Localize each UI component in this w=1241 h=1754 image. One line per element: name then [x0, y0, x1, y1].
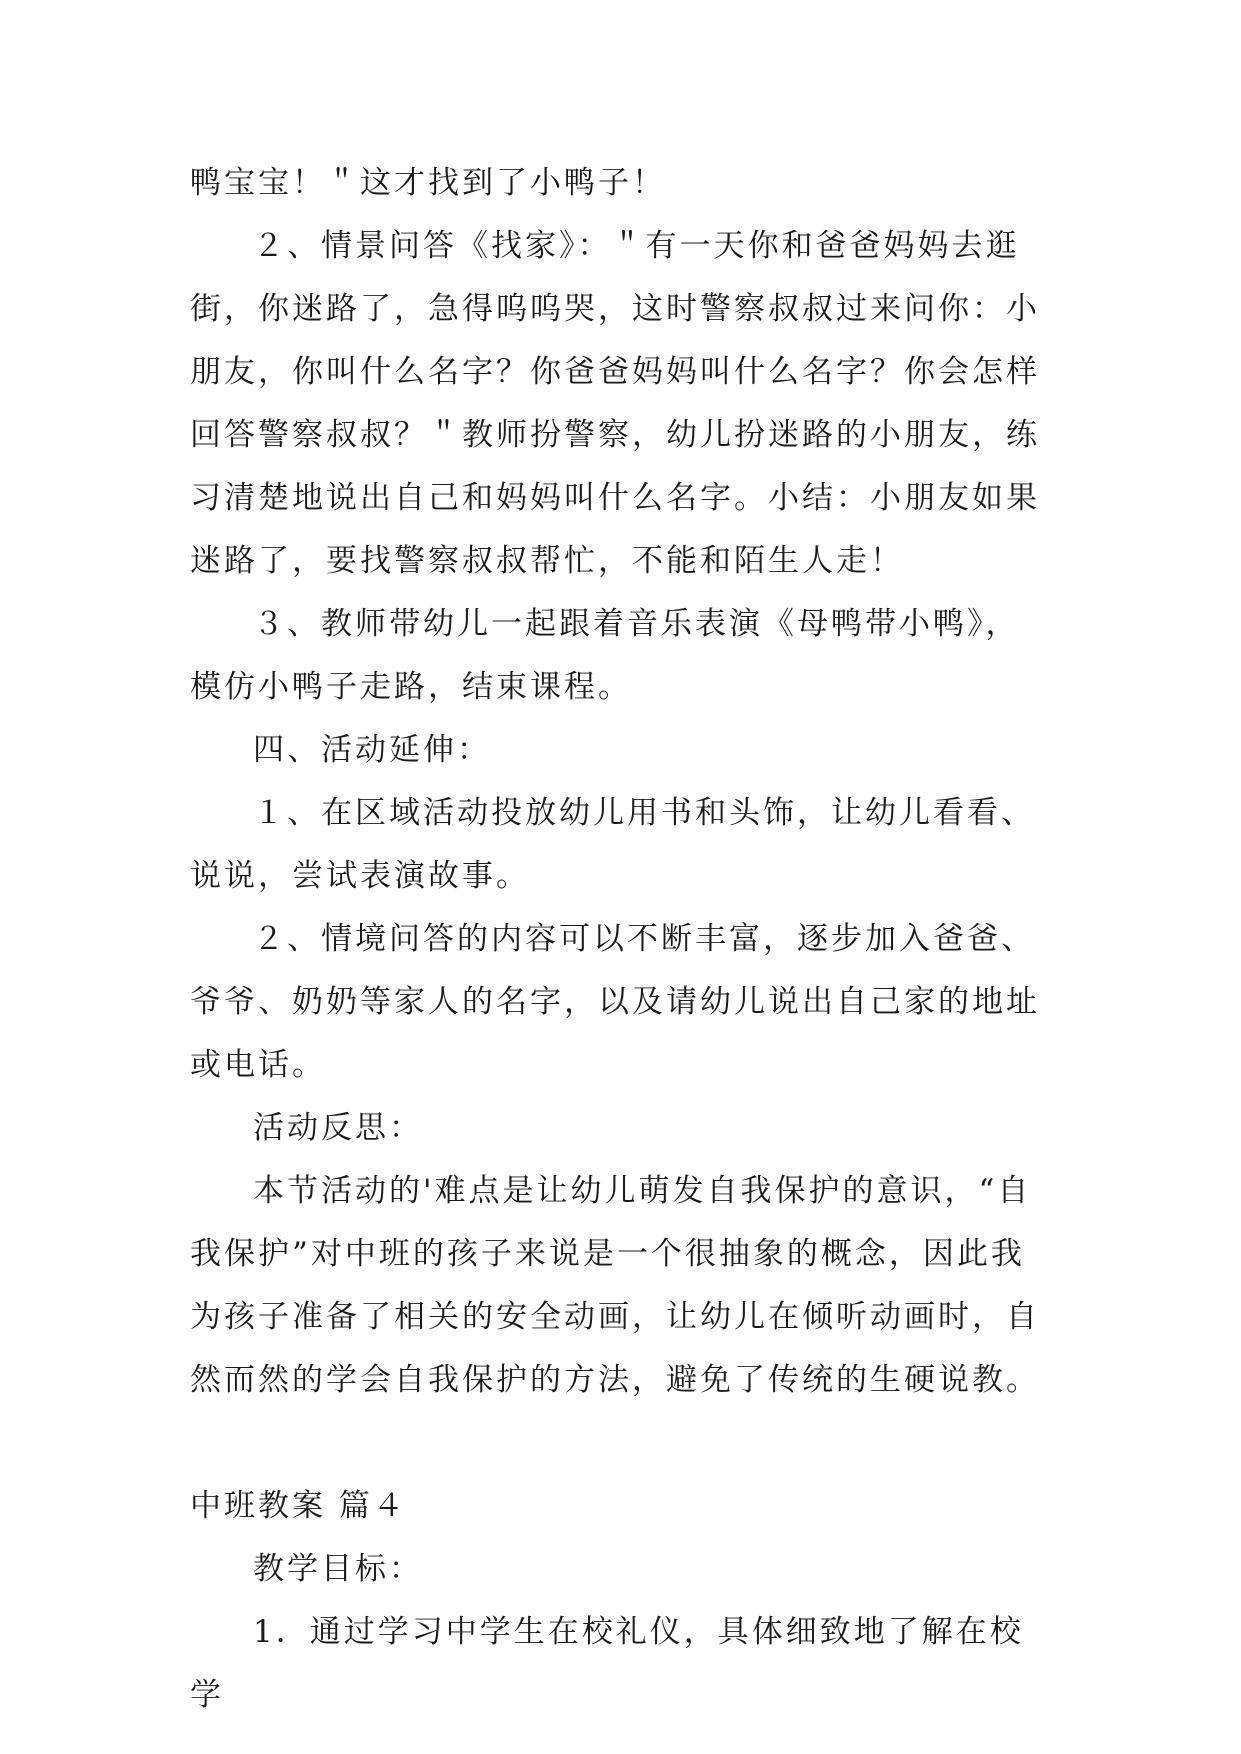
paragraph-10: 1．通过学习中学生在校礼仪，具体细致地了解在校学: [190, 1614, 1024, 1713]
paragraph-9: 教学目标：: [253, 1551, 423, 1587]
document-body: [190, 152, 1050, 1727]
paragraph-8: 本节活动的'难点是让幼儿萌发自我保护的意识，“自我保护”对中班的孩子来说是一个很抽象的概念，因此我为孩子准备了相关的安全动画，让幼儿在倾听动画时，自然而然的学会自我保护的方法，避免了传统的生硬说教。: [190, 1173, 1040, 1398]
paragraph-2: ２、情景问答《找家》：＂有一天你和爸爸妈妈去逛街，你迷路了，急得呜呜哭，这时警察叔叔过来问你：小朋友，你叫什么名字？你爸爸妈妈叫什么名字？你会怎样回答警察叔叔？＂教师扮警察，幼儿扮迷路的小朋友，练习清楚地说出自己和妈妈叫什么名字。小结：小朋友如果迷路了，要找警察叔叔帮忙，不能和陌生人走！: [190, 228, 1040, 579]
paragraph-3: ３、教师带幼儿一起跟着音乐表演《母鸭带小鸭》，模仿小鸭子走路，结束课程。: [190, 606, 1020, 705]
paragraph-5: １、在区域活动投放幼儿用书和头饰，让幼儿看看、说说，尝试表演故事。: [190, 795, 1035, 894]
section-heading: 中班教案 篇４: [190, 1488, 407, 1524]
paragraph-6: ２、情境问答的内容可以不断丰富，逐步加入爸爸、爷爷、奶奶等家人的名字，以及请幼儿说出自己家的地址或电话。: [190, 921, 1040, 1083]
section-spacer: [190, 1412, 1050, 1475]
paragraph-7: 活动反思：: [253, 1110, 423, 1146]
paragraph-1: 鸭宝宝！＂这才找到了小鸭子！: [190, 165, 666, 201]
paragraph-4: 四、活动延伸：: [253, 732, 491, 768]
